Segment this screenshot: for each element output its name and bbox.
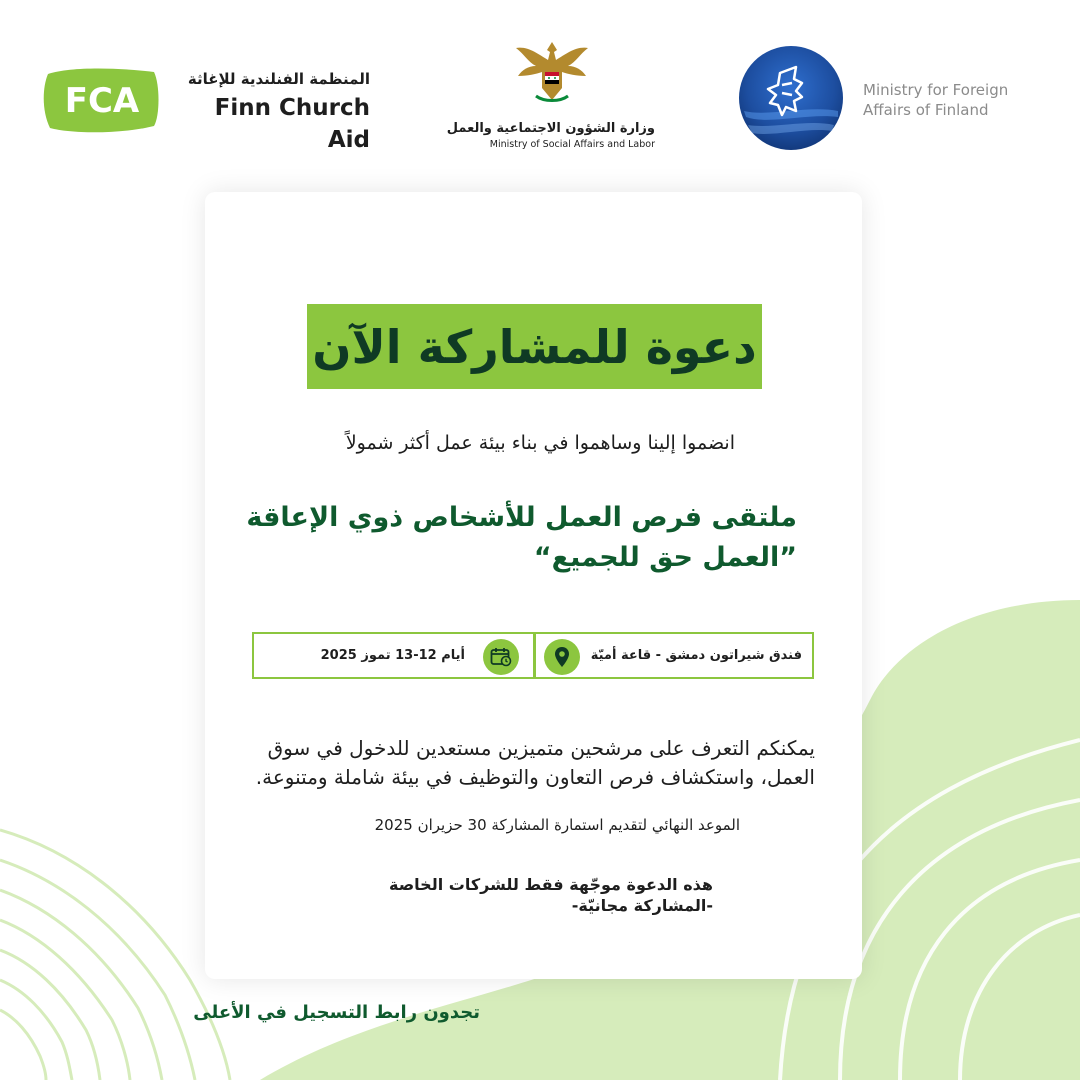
event-title <box>245 498 797 578</box>
finland-lion-seal-icon <box>738 45 844 151</box>
fca-name <box>170 68 370 156</box>
fca-logo <box>42 64 162 136</box>
ministry-foreign-affairs-name <box>863 80 1008 120</box>
cta-banner <box>307 304 762 389</box>
audience-line2: -المشاركة مجانيّة- <box>571 896 713 915</box>
registration-link-note: تجدون رابط التسجيل في الأعلى <box>193 1002 480 1023</box>
fca-name-arabic: المنظمة الفنلندية للإغاثة <box>187 70 370 88</box>
ministry-foreign-affairs-line2: Affairs of Finland <box>863 101 989 119</box>
audience-note <box>245 874 713 916</box>
event-description: يمكنكم التعرف على مرشحين متميزين مستعدين للدخول في سوق العمل، واستكشاف فرص التعاون والتوظيف في بيئة شاملة ومتنوعة. <box>255 736 815 789</box>
syrian-eagle-emblem-icon <box>514 36 590 106</box>
map-pin-icon <box>544 639 580 675</box>
calendar-clock-icon <box>483 639 519 675</box>
event-title-line1: ملتقى فرص العمل للأشخاص ذوي الإعاقة <box>246 502 797 533</box>
ministry-social-affairs-english: Ministry of Social Affairs and Labor <box>489 139 655 150</box>
fca-name-english: Finn Church Aid <box>214 95 370 153</box>
ministry-social-affairs-arabic: وزارة الشؤون الاجتماعية والعمل <box>446 121 655 136</box>
event-dates: أيام 12-13 تموز 2025 <box>320 648 465 663</box>
cta-title: دعوة للمشاركة الآن <box>312 319 757 374</box>
ministry-foreign-affairs-line1: Ministry for Foreign <box>863 81 1009 99</box>
event-location: فندق شيراتون دمشق - قاعة أميّة <box>590 648 802 663</box>
event-title-line2: ”العمل حق للجميع“ <box>533 542 797 573</box>
event-dates-cell <box>254 634 536 677</box>
ministry-social-affairs-name <box>440 120 655 152</box>
registration-deadline: الموعد النهائي لتقديم استمارة المشاركة 30 حزيران 2025 <box>374 816 740 834</box>
audience-line1: هذه الدعوة موجّهة فقط للشركات الخاصة <box>389 875 713 894</box>
fca-logo-text: FCA <box>64 81 140 121</box>
event-location-cell <box>536 634 812 677</box>
invitation-card <box>205 192 862 979</box>
event-info-box <box>252 632 814 679</box>
tagline: انضموا إلينا وساهموا في بناء بيئة عمل أكثر شمولاً <box>345 432 735 454</box>
